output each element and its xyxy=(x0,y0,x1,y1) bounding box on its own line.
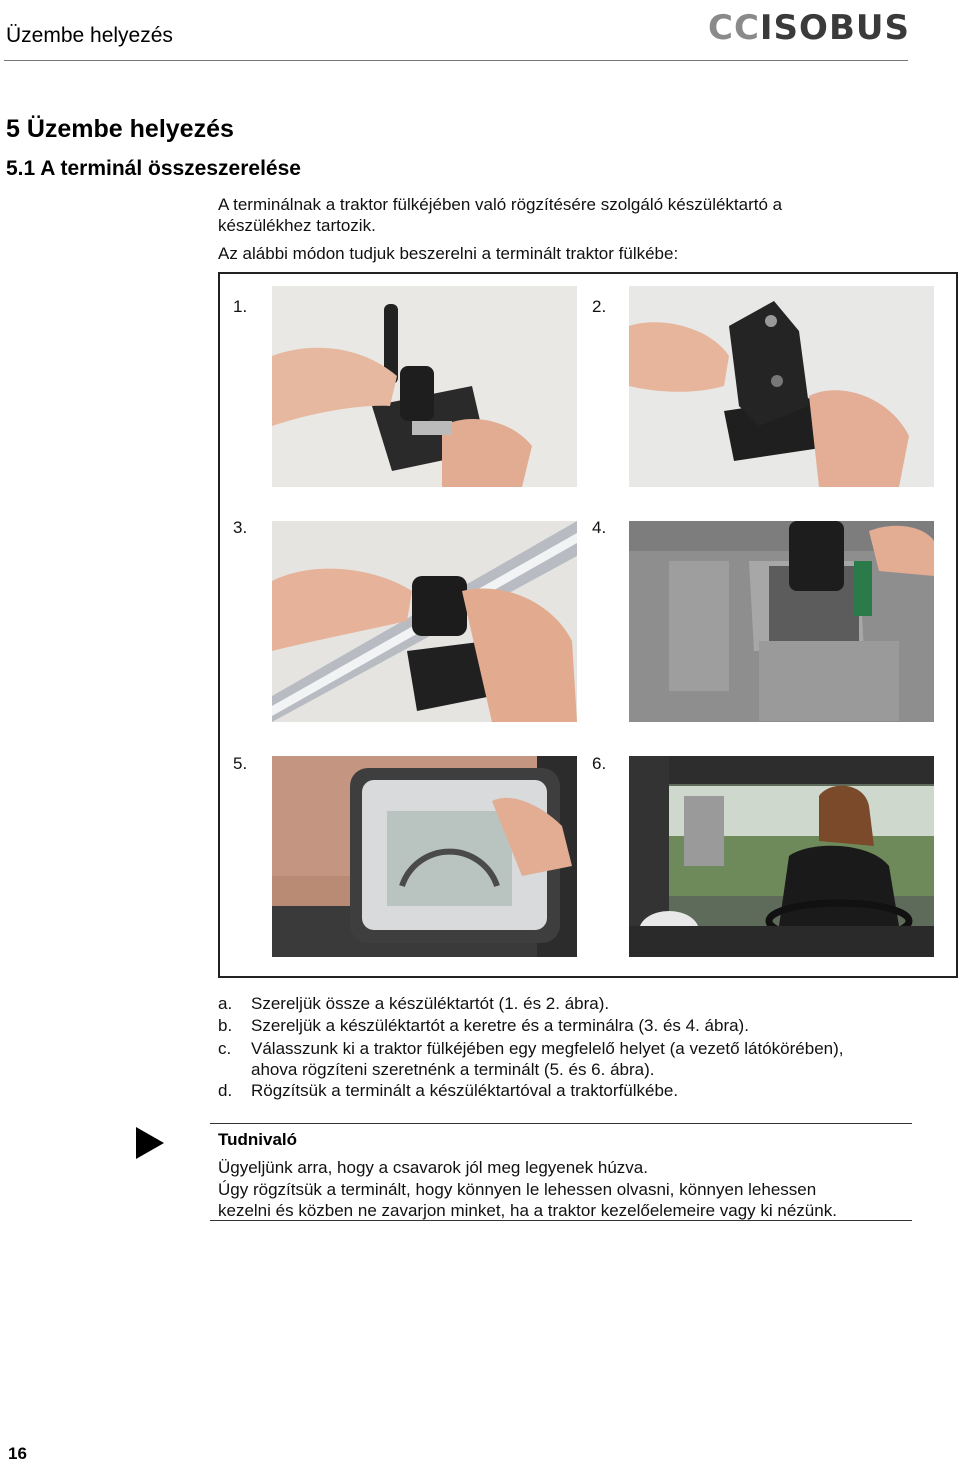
photo-bracket-on-terminal xyxy=(629,521,934,722)
step-c-continued: ahova rögzíteni szeretnénk a terminált (5. és 6. ábra). xyxy=(251,1060,655,1079)
page-number: 16 xyxy=(8,1444,27,1463)
header-divider xyxy=(4,60,908,61)
figure-number-6: 6. xyxy=(592,754,607,773)
photo-bracket-assembly xyxy=(272,286,577,487)
figure-number-2: 2. xyxy=(592,297,607,316)
step-b: b. Szereljük a készüléktartót a keretre és a terminálra (3. és 4. ábra). xyxy=(218,1016,749,1035)
running-header: Üzembe helyezés xyxy=(6,24,173,47)
intro-line-1: A terminálnak a traktor fülkéjében való rögzítésére szolgáló készüléktartó a xyxy=(218,195,783,214)
figure-number-5: 5. xyxy=(233,754,248,773)
photo-bracket-screw xyxy=(629,286,934,487)
figure-number-3: 3. xyxy=(233,518,248,537)
step-c: c. Válasszunk ki a traktor fülkéjében egy megfelelő helyet (a vezető látókörében), xyxy=(218,1039,844,1058)
intro-line-3: Az alábbi módon tudjuk beszerelni a terminált traktor fülkébe: xyxy=(218,244,679,263)
note-top-rule xyxy=(210,1123,912,1124)
photo-bracket-on-rail xyxy=(272,521,577,722)
step-a: a. Szereljük össze a készüléktartót (1. és 2. ábra). xyxy=(218,994,610,1013)
note-line-1: Ügyeljünk arra, hogy a csavarok jól meg legyenek húzva. xyxy=(218,1158,648,1177)
triangle-pointer-icon xyxy=(136,1127,164,1159)
note-line-3: kezelni és közben ne zavarjon minket, ha a traktor kezelőelemeire vagy ki nézünk. xyxy=(218,1201,837,1220)
photo-terminal-mounted xyxy=(272,756,577,957)
note-bottom-rule xyxy=(210,1220,912,1221)
photo-terminal-in-cab xyxy=(629,756,934,957)
ccisobus-logo: CCISOBUS xyxy=(708,8,910,48)
note-line-2: Úgy rögzítsük a terminált, hogy könnyen le lehessen olvasni, könnyen lehessen xyxy=(218,1180,817,1199)
figure-number-4: 4. xyxy=(592,518,607,537)
subsection-heading: 5.1 A terminál összeszerelése xyxy=(6,157,301,180)
section-heading: 5 Üzembe helyezés xyxy=(6,115,234,143)
step-d: d. Rögzítsük a terminált a készüléktartóval a traktorfülkébe. xyxy=(218,1081,679,1100)
figure-number-1: 1. xyxy=(233,297,248,316)
note-title: Tudnivaló xyxy=(218,1130,298,1149)
intro-line-2: készülékhez tartozik. xyxy=(218,216,376,235)
